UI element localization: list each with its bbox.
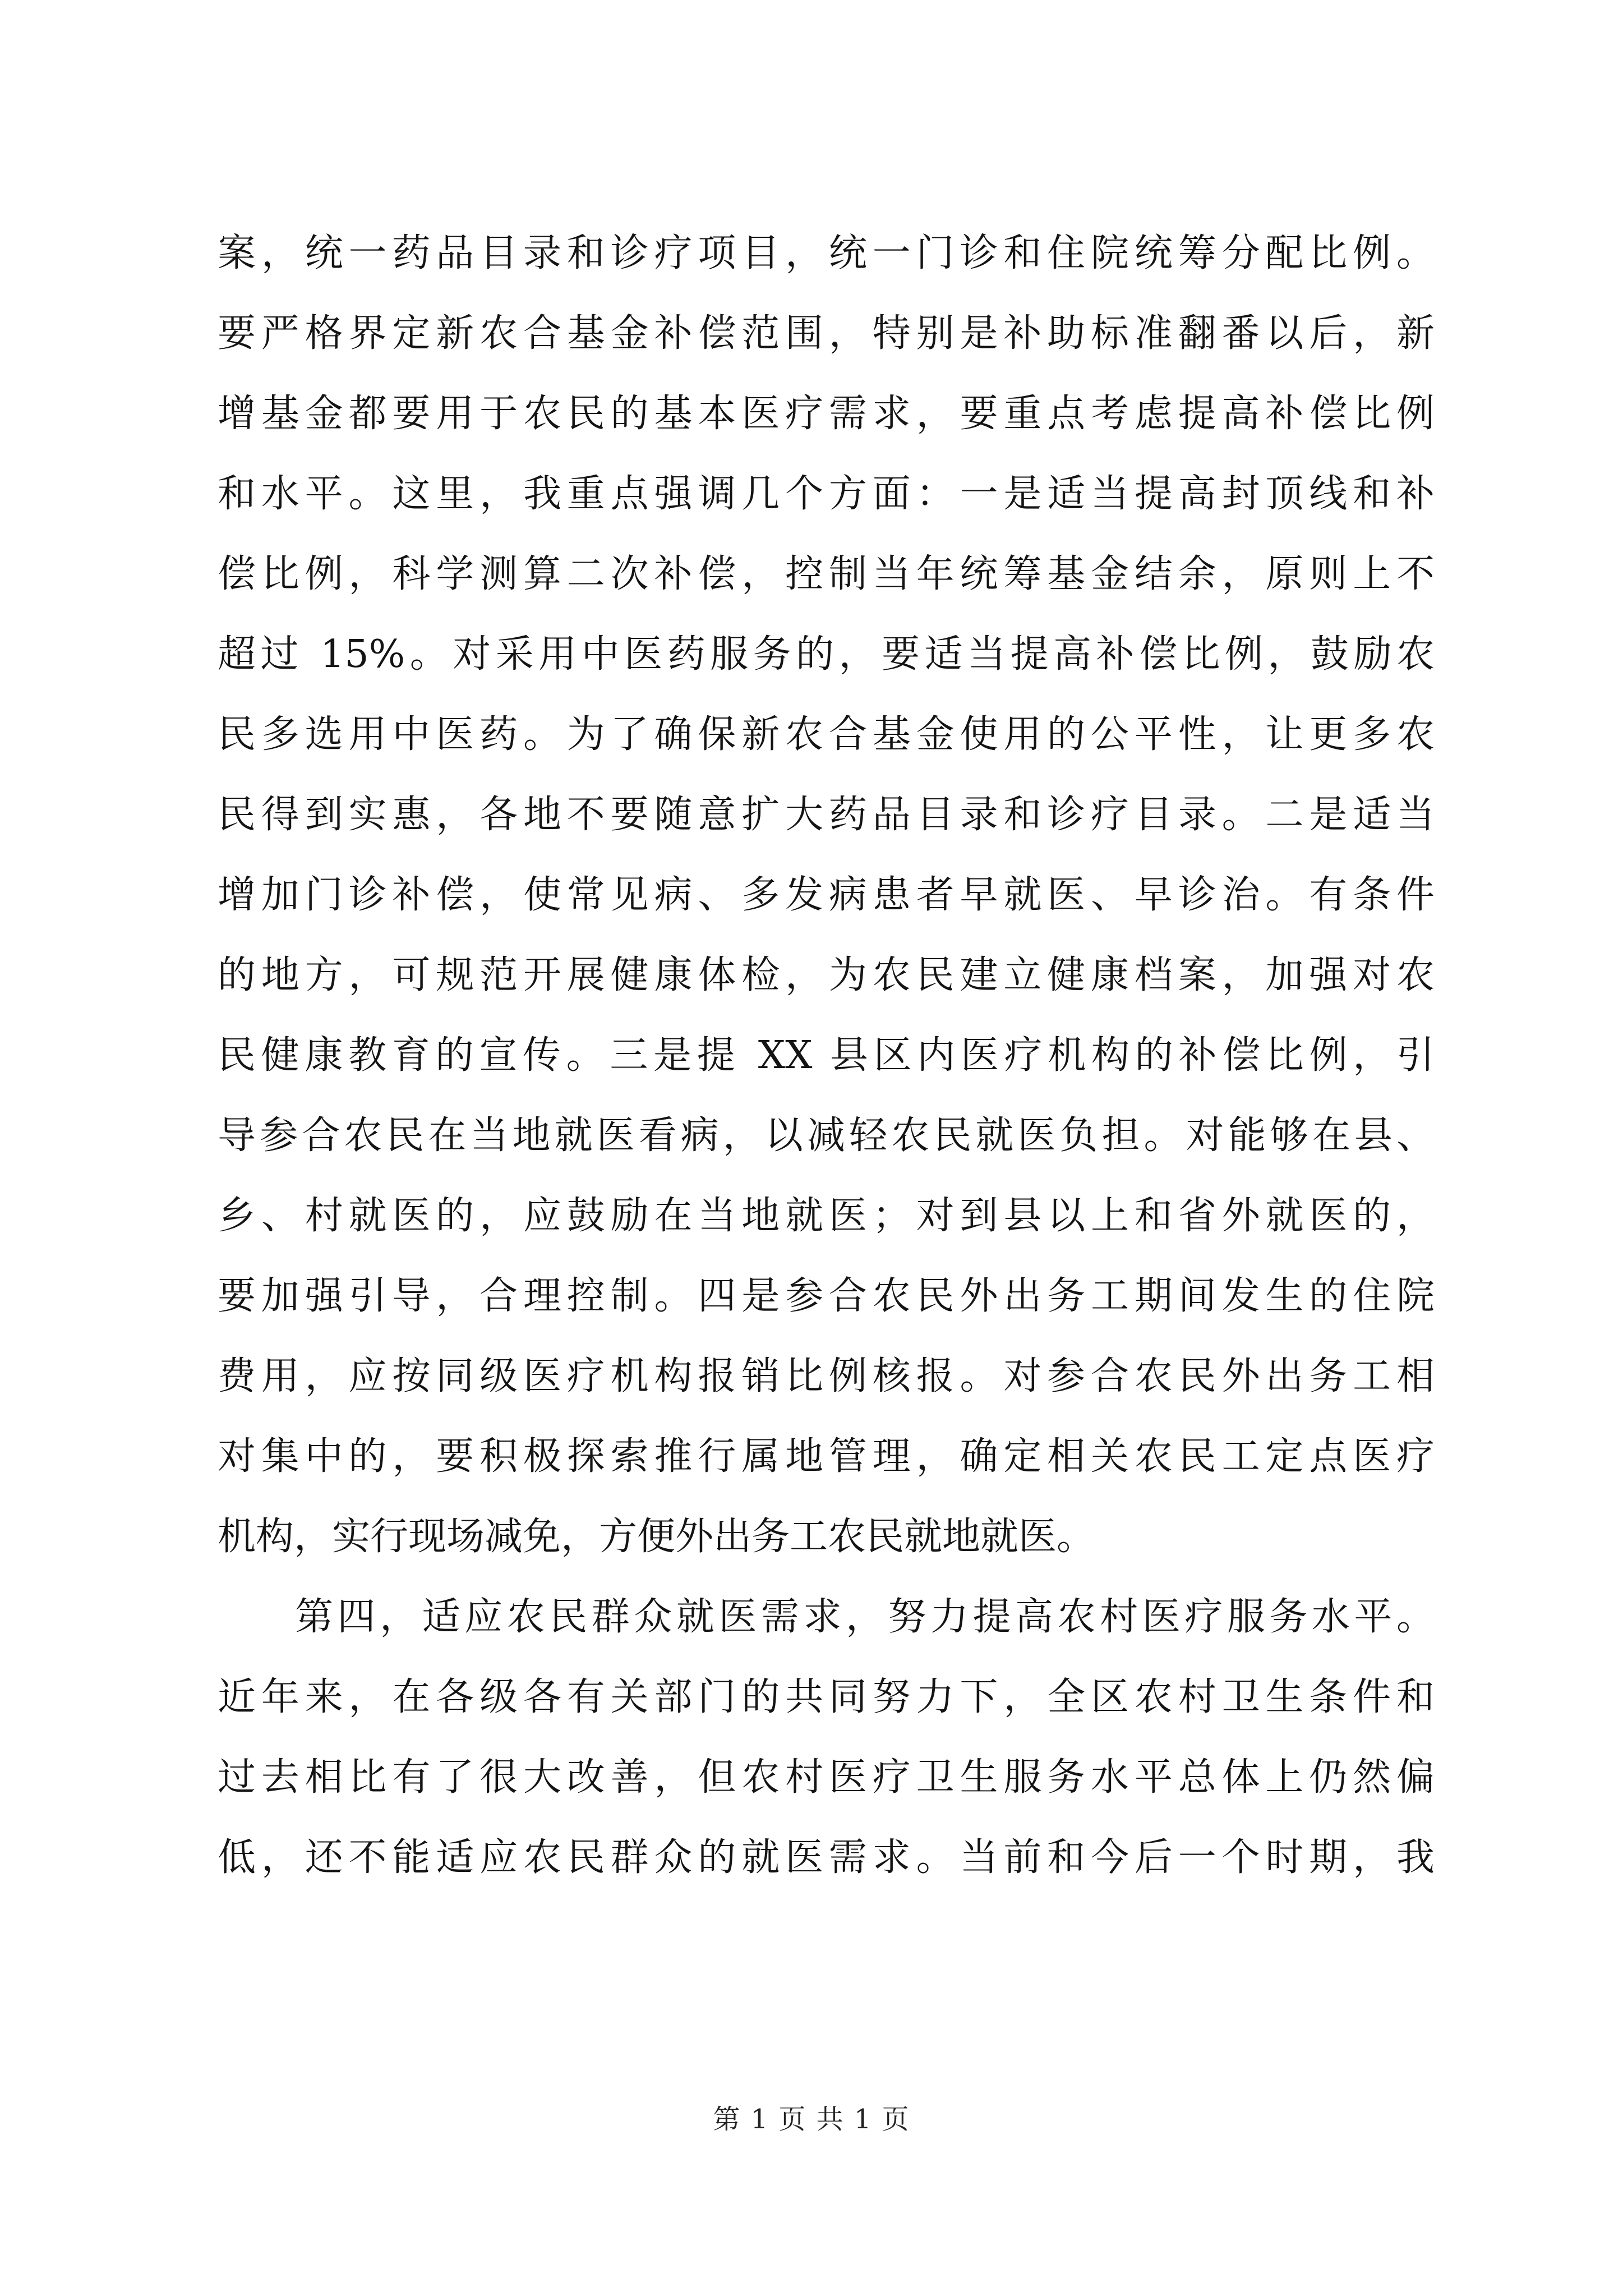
text-line: 近年来，在各级各有关部门的共同努力下，全区农村卫生条件和 — [218, 1675, 1435, 1719]
page-number-label: 第 1 页 共 1 页 — [713, 2104, 910, 2135]
text-line: 第四，适应农民群众就医需求，努力提高农村医疗服务水平。 — [295, 1595, 1435, 1639]
text-line: 过去相比有了很大改善，但农村医疗卫生服务水平总体上仍然偏 — [218, 1755, 1435, 1800]
text-line: 超过 15%。对采用中医药服务的，要适当提高补偿比例，鼓励农 — [218, 632, 1435, 677]
text-line: 偿比例，科学测算二次补偿，控制当年统筹基金结余，原则上不 — [218, 552, 1435, 596]
document-body — [218, 213, 1435, 1898]
text-line: 民健康教育的宣传。三是提 XX 县区内医疗机构的补偿比例，引 — [218, 1033, 1435, 1078]
text-line: 案，统一药品目录和诊疗项目，统一门诊和住院统筹分配比例。 — [218, 231, 1435, 275]
paragraph-1 — [218, 213, 1435, 1577]
text-line: 民多选用中医药。为了确保新农合基金使用的公平性，让更多农 — [218, 712, 1435, 757]
page-footer — [0, 2102, 1623, 2136]
text-line: 民得到实惠，各地不要随意扩大药品目录和诊疗目录。二是适当 — [218, 793, 1435, 837]
text-line: 对集中的，要积极探索推行属地管理，确定相关农民工定点医疗 — [218, 1434, 1435, 1479]
text-line: 增加门诊补偿，使常见病、多发病患者早就医、早诊治。有条件 — [218, 873, 1435, 917]
text-line: 要严格界定新农合基金补偿范围，特别是补助标准翻番以后，新 — [218, 311, 1435, 356]
text-line: 低，还不能适应农民群众的就医需求。当前和今后一个时期，我 — [218, 1835, 1435, 1880]
text-line: 费用，应按同级医疗机构报销比例核报。对参合农民外出务工相 — [218, 1354, 1435, 1398]
text-line: 乡、村就医的，应鼓励在当地就医；对到县以上和省外就医的， — [218, 1194, 1435, 1238]
text-line: 增基金都要用于农民的基本医疗需求，要重点考虑提高补偿比例 — [218, 392, 1435, 436]
text-line: 的地方，可规范开展健康体检，为农民建立健康档案，加强对农 — [218, 953, 1435, 997]
text-line: 要加强引导，合理控制。四是参合农民外出务工期间发生的住院 — [218, 1274, 1435, 1318]
text-line: 导参合农民在当地就医看病，以减轻农民就医负担。对能够在县、 — [218, 1114, 1435, 1158]
text-line: 机构，实行现场减免，方便外出务工农民就地就医。 — [218, 1515, 1095, 1559]
paragraph-2 — [218, 1577, 1435, 1898]
text-line: 和水平。这里，我重点强调几个方面：一是适当提高封顶线和补 — [218, 472, 1435, 516]
